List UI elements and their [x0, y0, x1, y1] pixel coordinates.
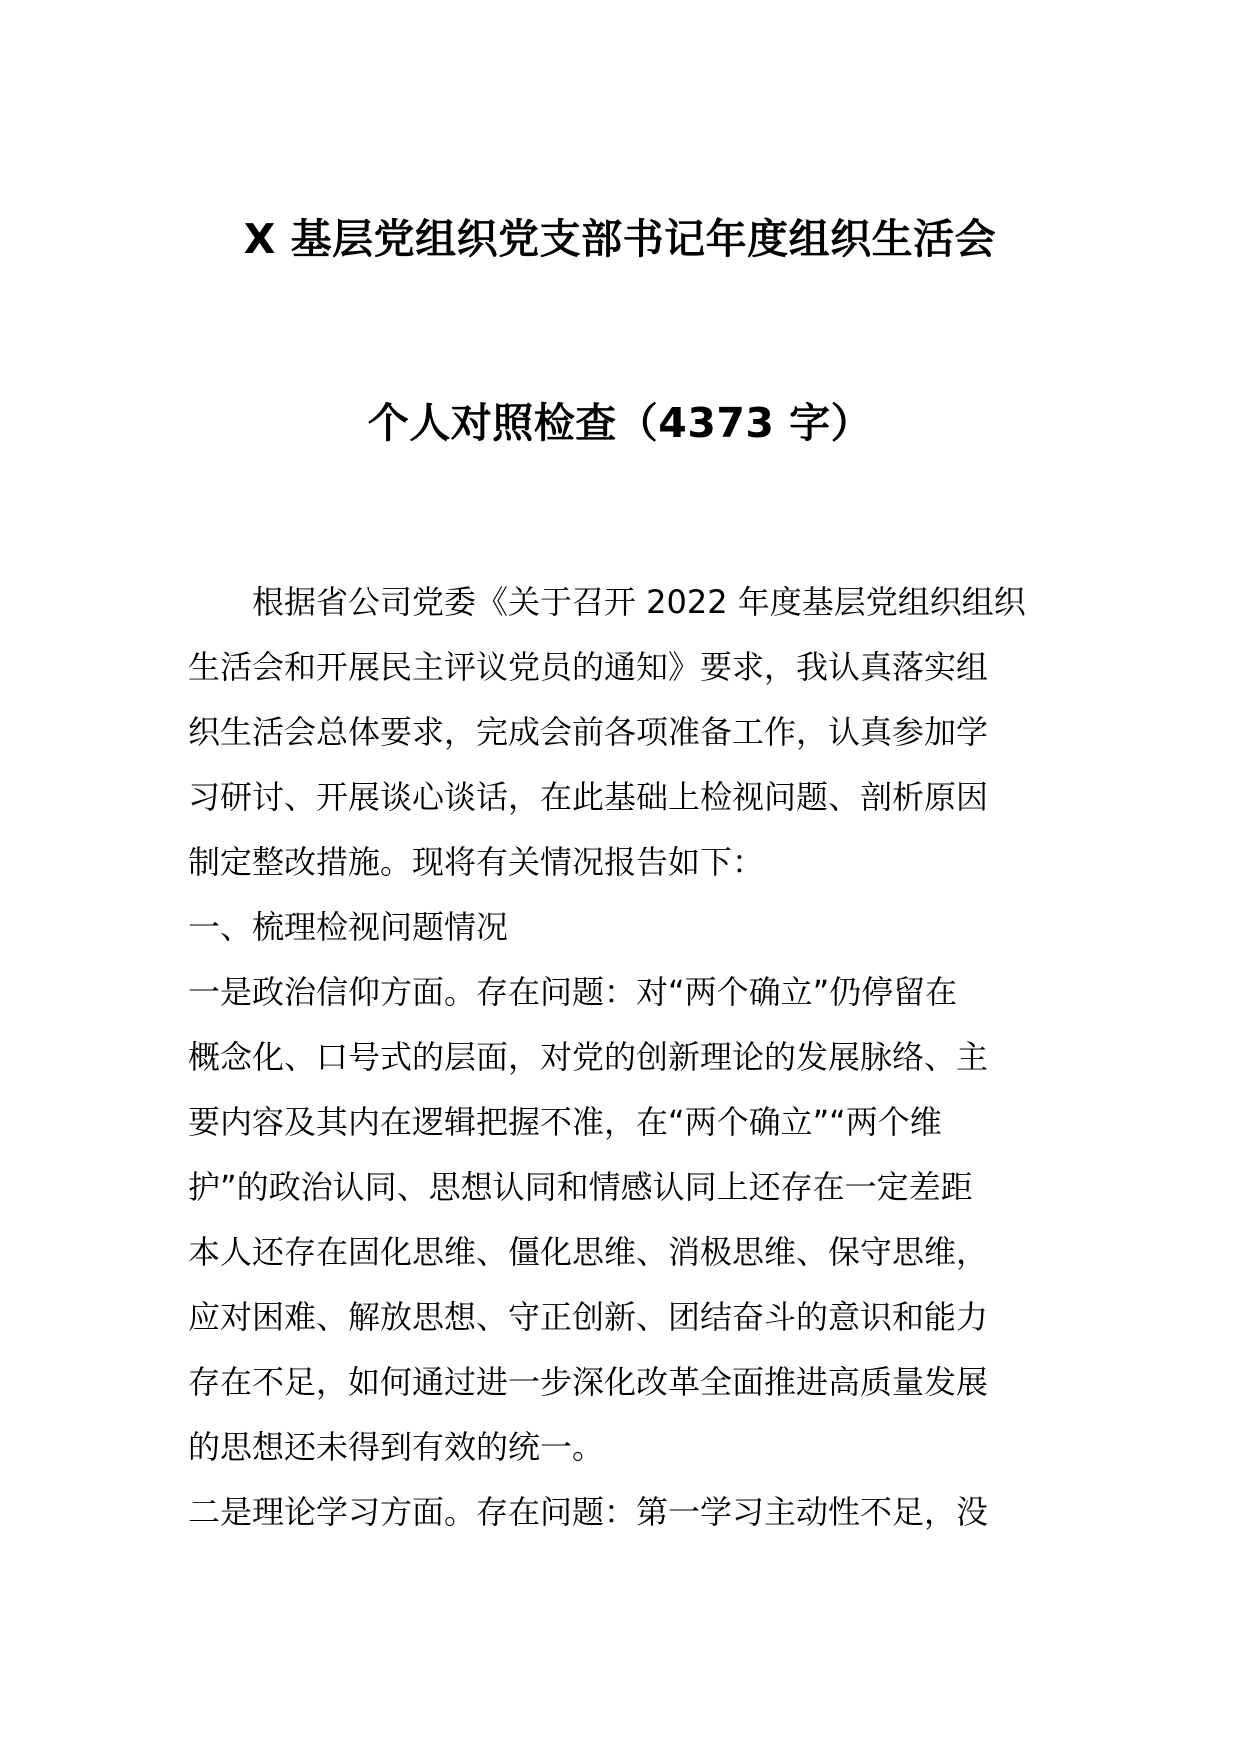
item-theory-study [188, 1480, 1056, 1545]
paragraph-line: 生活会和开展民主评议党员的通知》要求，我认真落实组 [188, 648, 989, 686]
paragraph-line: 本人还存在固化思维、僵化思维、消极思维、保守思维， [188, 1233, 989, 1271]
paragraph-line: 制定整改措施。现将有关情况报告如下： [188, 843, 765, 881]
paragraph-line: 概念化、口号式的层面，对党的创新理论的发展脉络、主 [188, 1038, 989, 1076]
document-title-line-2: 个人对照检查（4373 字） [367, 399, 873, 447]
paragraph-line: 要内容及其内在逻辑把握不准，在“两个确立”“两个维 [188, 1103, 942, 1141]
section-heading-text: 一、梳理检视问题情况 [188, 908, 509, 946]
paragraph-line: 织生活会总体要求，完成会前各项准备工作，认真参加学 [188, 713, 989, 751]
paragraph-line: 习研讨、开展谈心谈话，在此基础上检视问题、剖析原因 [188, 778, 989, 816]
paragraph-line: 二是理论学习方面。存在问题：第一学习主动性不足，没 [188, 1493, 989, 1531]
paragraph-line: 的思想还未得到有效的统一。 [188, 1428, 605, 1466]
section-heading [188, 895, 1056, 960]
intro-paragraph [188, 570, 1056, 895]
paragraph-line: 应对困难、解放思想、守正创新、团结奋斗的意识和能力 [188, 1298, 989, 1336]
paragraph-line: 存在不足，如何通过进一步深化改革全面推进高质量发展 [188, 1363, 989, 1401]
document-title-line-1: X 基层党组织党支部书记年度组织生活会 [243, 215, 997, 263]
paragraph-line: 一是政治信仰方面。存在问题：对“两个确立”仍停留在 [188, 973, 958, 1011]
paragraph-line: 根据省公司党委《关于召开 2022 年度基层党组织组织 [252, 583, 1026, 621]
item-political-belief [188, 960, 1056, 1480]
paragraph-line: 护”的政治认同、思想认同和情感认同上还存在一定差距 [188, 1168, 973, 1206]
